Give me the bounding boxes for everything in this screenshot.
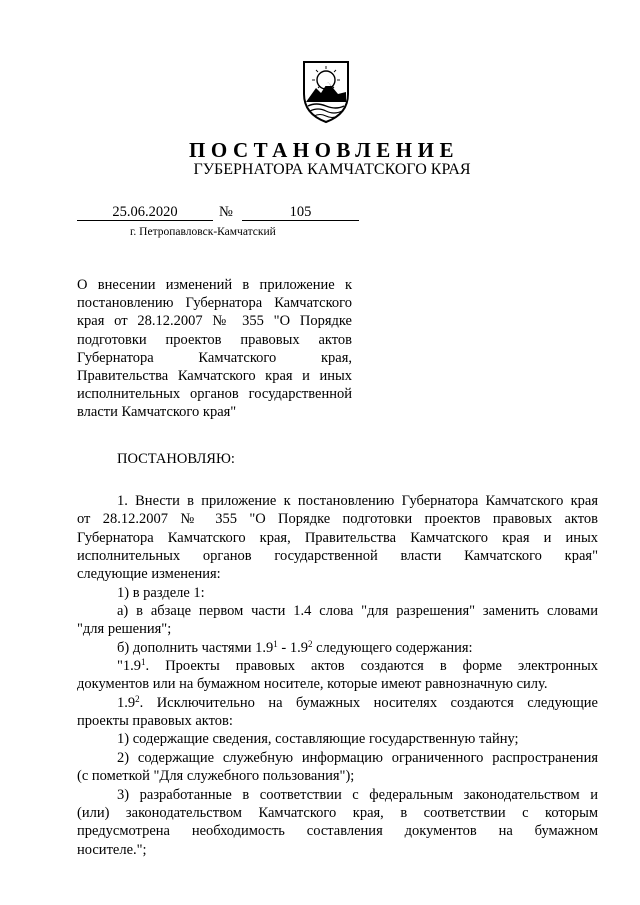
coat-of-arms-icon <box>298 58 354 124</box>
subject-line: власти Камчатского края" <box>77 404 237 421</box>
document-date: 25.06.2020 <box>77 205 213 221</box>
body-line: проекты правовых актов: <box>77 713 233 730</box>
number-sign: № <box>219 204 233 220</box>
document-body <box>77 492 598 859</box>
body-line: "для решения"; <box>77 621 172 638</box>
body-line: исполнительных органов государственной власти Камчатского края" <box>77 548 598 565</box>
subject-line: края от 28.12.2007 № 355 "О Порядке <box>77 313 352 330</box>
body-line: а) в абзаце первом части 1.4 слова "для разрешения" заменить словами <box>117 603 598 620</box>
document-number: 105 <box>242 205 359 221</box>
subject-line: постановлению Губернатора Камчатского <box>77 295 352 312</box>
document-title: ПОСТАНОВЛЕНИЕ <box>189 138 459 162</box>
body-line: документов или на бумажном носителе, которые имеют равнозначную силу. <box>77 676 548 693</box>
body-line: носителе."; <box>77 841 147 858</box>
body-line: предусмотрена необходимость составления документов на бумажном <box>77 823 598 840</box>
body-line: 1. Внести в приложение к постановлению Губернатора Камчатского края <box>117 493 598 509</box>
body-line: 2) содержащие служебную информацию ограниченного распространения <box>117 749 598 766</box>
subject-line: Правительства Камчатского края и иных <box>77 368 352 385</box>
body-line: от 28.12.2007 № 355 "О Порядке подготовки проектов правовых актов <box>77 511 598 528</box>
body-line: 1) в разделе 1: <box>117 584 205 601</box>
body-line: (с пометкой "Для служебного пользования"); <box>77 768 355 785</box>
subject-line: Губернатора Камчатского края, <box>77 349 352 366</box>
subject-line: подготовки проектов правовых актов <box>77 331 352 348</box>
body-line: б) дополнить частями $1.9^1 - 1.9^2$ следующего содержания: <box>117 638 473 656</box>
body-line: (или) законодательством Камчатского края, в соответствии с которым <box>77 804 598 821</box>
body-line: $1.9^2$. Исключительно на бумажных носителях создаются следующие <box>117 693 598 711</box>
subject-block <box>77 276 352 422</box>
city-label: г. Петропавловск-Камчатский <box>130 226 276 238</box>
document-subtitle: ГУБЕРНАТОРА КАМЧАТСКОГО КРАЯ <box>193 161 471 178</box>
body-line: 3) разработанные в соответствии с федеральным законодательством и <box>117 786 598 803</box>
body-line: 1) содержащие сведения, составляющие государственную тайну; <box>117 731 519 748</box>
subject-line: исполнительных органов государственной <box>77 386 352 403</box>
body-line: "$1.9^1$. Проекты правовых актов создаются в форме электронных <box>117 657 598 675</box>
body-line: Губернатора Камчатского края, Правительства Камчатского края и иных <box>77 529 598 546</box>
subject-line: О внесении изменений в приложение к <box>77 277 352 293</box>
body-line: следующие изменения: <box>77 566 221 583</box>
decree-word: ПОСТАНОВЛЯЮ: <box>117 451 235 467</box>
